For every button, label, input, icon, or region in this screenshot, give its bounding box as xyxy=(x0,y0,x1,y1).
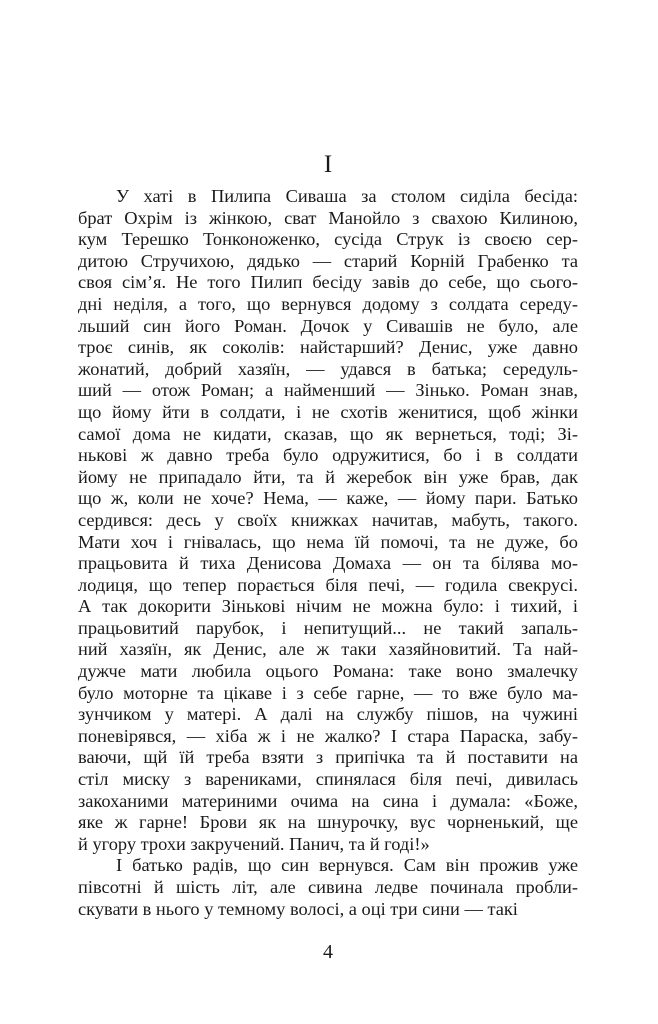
text-line: брат Охрім із жінкою, сват Манойло з свахою Килиною, xyxy=(78,207,578,228)
text-line: Мати хоч і гнівалась, що нема їй помочі, та не дуже, бо xyxy=(78,531,578,552)
text-body xyxy=(78,186,578,920)
chapter-heading: І xyxy=(323,151,333,178)
text-line: дужче мати любила оцього Романа: таке воно змалечку xyxy=(78,661,578,682)
text-line: дні неділя, а того, що вернувся додому з солдата середу- xyxy=(78,293,578,314)
page-number: 4 xyxy=(323,941,333,963)
text-line: льший син його Роман. Дочок у Сивашів не було, але xyxy=(78,315,578,336)
text-line: яке ж гарне! Брови як на шнурочку, вус чорненький, ще xyxy=(78,812,578,833)
text-line: нькові ж давно треба було одружитися, бо і в солдати xyxy=(78,445,578,466)
text-line: дитою Стручихою, дядько — старий Корній Грабенко та xyxy=(78,250,578,271)
text-line: ваючи, щй їй треба взяти з припічка та й поставити на xyxy=(78,747,578,768)
text-line: й угору трохи закручений. Панич, та й годі!» xyxy=(78,833,430,854)
text-line: що йому йти в солдати, і не схотів женитися, щоб жінки xyxy=(78,401,578,422)
text-line: поневірявся, — хіба ж і не жалко? І стара Параска, забу- xyxy=(78,725,578,746)
text-line: А так докорити Зінькові нічим не можна було: і тихий, і xyxy=(78,596,578,617)
text-line: кум Терешко Тонконоженко, сусіда Струк із своєю сер- xyxy=(78,229,578,250)
text-line: троє синів, як соколів: найстарший? Денис, уже давно xyxy=(78,337,578,358)
text-line: сердився: десь у своїх книжках начитав, мабуть, такого. xyxy=(78,509,578,530)
text-line: лодиця, що тепер порається біля печі, — годила свекрусі. xyxy=(78,574,578,595)
text-line: півсотні й шість літ, але сивина ледве починала пробли- xyxy=(78,877,578,897)
text-line: стіл миску з варениками, спинялася біля печі, дивилась xyxy=(78,769,578,790)
text-line: було моторне та цікаве і з себе гарне, — то вже було ма- xyxy=(78,682,578,703)
text-line: ший — отож Роман; а найменший — Зінько. Роман знав, xyxy=(78,380,578,401)
text-line: йому не припадало йти, та й жеребок він уже брав, дак xyxy=(78,466,578,487)
text-line: скувати в нього у темному волосі, а оці три сини — такі xyxy=(78,898,518,919)
paragraph xyxy=(78,855,578,920)
paragraph xyxy=(78,186,578,855)
text-line: жонатий, добрий хазяїн, — удався в батька; середуль- xyxy=(78,358,578,379)
text-line: зунчиком у матері. А далі на службу пішов, на чужині xyxy=(78,704,578,725)
text-line: працьовита й тиха Денисова Домаха — он та білява мо- xyxy=(78,553,578,574)
text-line: У хаті в Пилипа Сиваша за столом сиділа бесіда: xyxy=(116,186,578,206)
text-line: що ж, коли не хоче? Нема, — каже, — йому пари. Батько xyxy=(78,488,578,509)
text-line: працьовитий парубок, і непитущий... не такий запаль- xyxy=(78,617,578,638)
text-line: самої дома не кидати, сказав, що як вернеться, тоді; Зі- xyxy=(78,423,578,444)
text-line: І батько радів, що син вернувся. Сам він прожив уже xyxy=(116,855,578,876)
text-line: ний хазяїн, як Денис, але ж таки хазяйновитий. Та най- xyxy=(78,639,578,660)
text-line: закоханими материними очима на сина і думала: «Боже, xyxy=(78,790,578,811)
text-line: своя сім’я. Не того Пилип бесіду завів до себе, що сього- xyxy=(78,272,578,293)
